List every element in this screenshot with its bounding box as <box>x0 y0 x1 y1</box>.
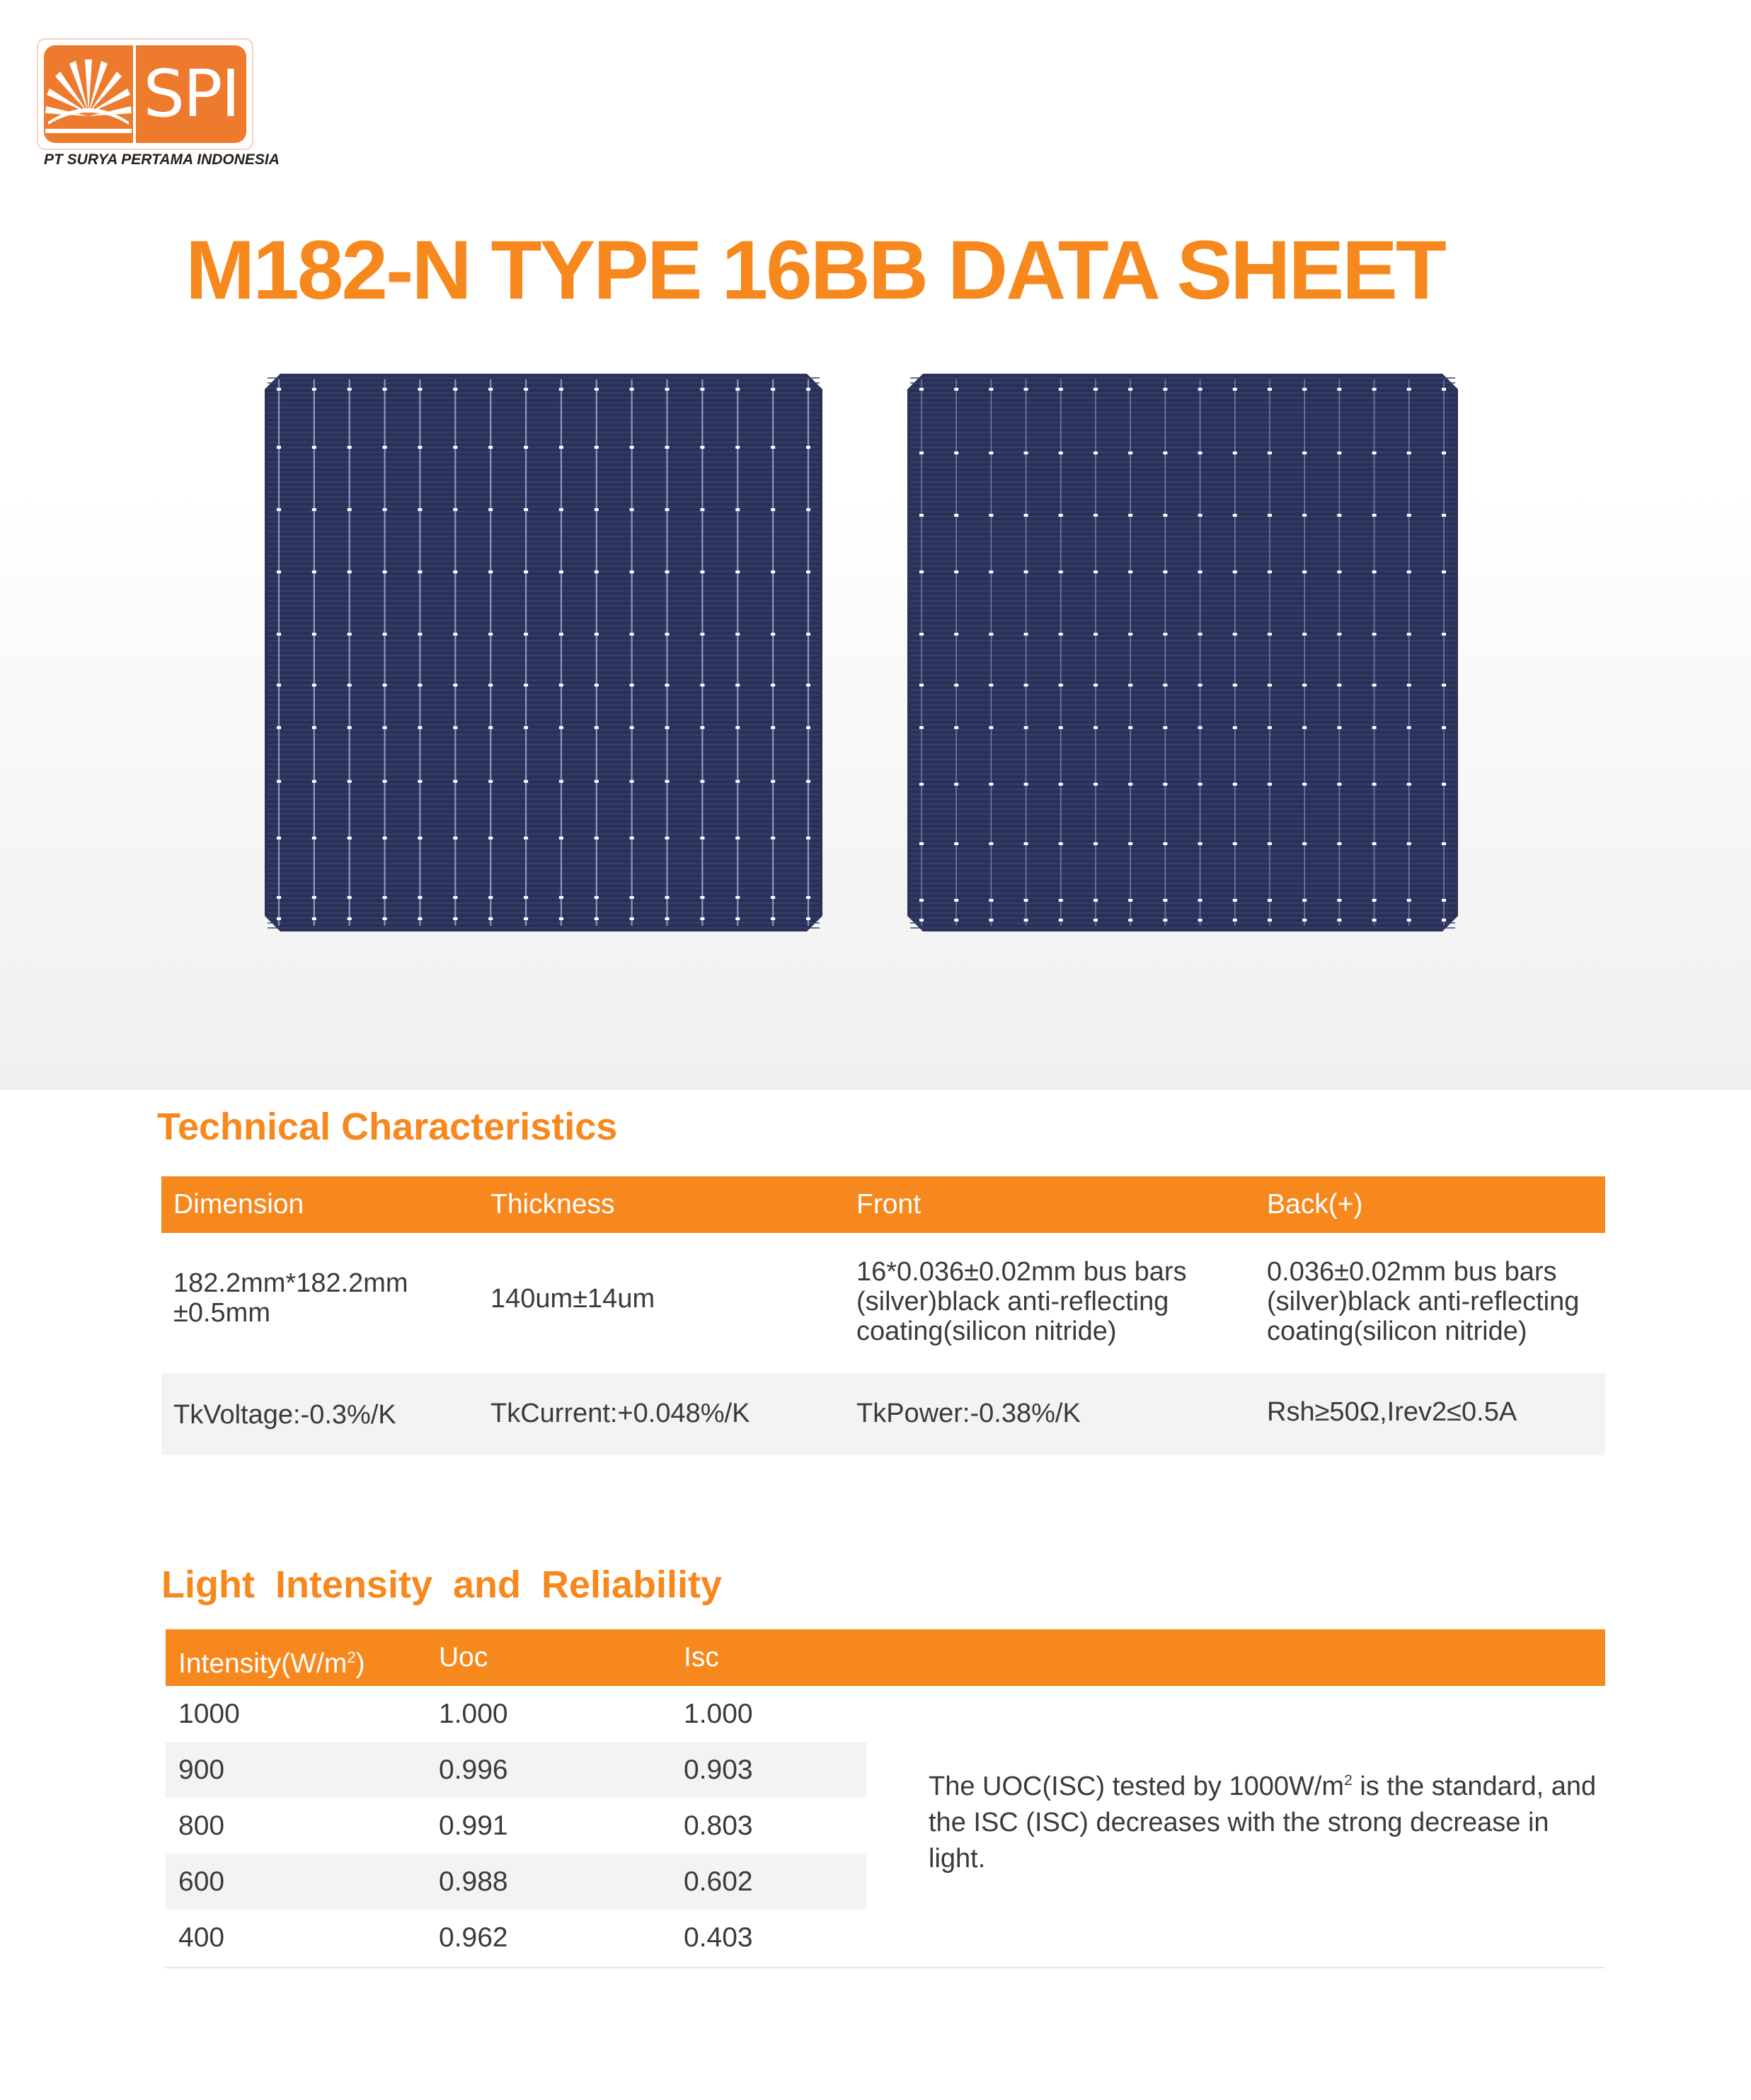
intensity-value: 1000 <box>178 1699 240 1729</box>
note-prefix: The UOC(ISC) tested by 1000W/m <box>929 1772 1345 1801</box>
dimension-value: 182.2mm*182.2mm ±0.5mm <box>173 1268 408 1328</box>
note-suffix: is the standard, and the ISC (ISC) decreases with the strong decrease in light. <box>929 1772 1597 1874</box>
thickness-value: 140um±14um <box>490 1284 655 1314</box>
page-title: M182-N TYPE 16BB DATA SHEET <box>185 224 1445 317</box>
header-dimension: Dimension <box>173 1189 304 1220</box>
light-header-row <box>166 1629 1605 1686</box>
header-back: Back(+) <box>1267 1189 1363 1220</box>
back-value: 0.036±0.02mm bus bars (silver)black anti-reflecting coating(silicon nitride) <box>1267 1257 1580 1346</box>
technical-table <box>161 1176 1605 1455</box>
uoc-value: 0.991 <box>439 1811 508 1841</box>
sun-icon <box>44 45 133 143</box>
light-note <box>929 1762 1608 1877</box>
table-row <box>166 1742 866 1798</box>
uoc-value: 1.000 <box>439 1699 508 1729</box>
tk-power: TkPower:-0.38%/K <box>856 1399 1081 1428</box>
isc-value: 0.602 <box>684 1866 753 1897</box>
technical-heading: Technical Characteristics <box>157 1106 618 1148</box>
table-row <box>166 1798 866 1854</box>
tk-current: TkCurrent:+0.048%/K <box>490 1399 750 1428</box>
header-isc: Isc <box>684 1642 719 1672</box>
logo-caption: PT SURYA PERTAMA INDONESIA <box>44 151 280 168</box>
intensity-value: 400 <box>178 1922 225 1953</box>
solar-cell-front-image <box>265 374 822 931</box>
uoc-value: 0.962 <box>439 1922 508 1953</box>
header-thickness: Thickness <box>490 1189 615 1220</box>
isc-value: 0.903 <box>684 1755 753 1785</box>
rsh-irev: Rsh≥50Ω,Irev2≤0.5A <box>1267 1397 1517 1427</box>
header-intensity-prefix: Intensity(W/m <box>178 1648 348 1679</box>
table-row <box>166 1686 866 1742</box>
table-row <box>166 1910 866 1966</box>
solar-cell-back-image <box>907 374 1458 931</box>
isc-value: 0.803 <box>684 1811 753 1841</box>
isc-value: 0.403 <box>684 1922 753 1953</box>
header-intensity <box>178 1629 365 1692</box>
table-divider <box>166 1967 1605 1968</box>
table-row <box>161 1373 1605 1455</box>
uoc-value: 0.988 <box>439 1866 508 1897</box>
front-value: 16*0.036±0.02mm bus bars (silver)black anti-reflecting coating(silicon nitride) <box>856 1257 1187 1346</box>
technical-header-row <box>161 1176 1605 1233</box>
light-heading: Light Intensity and Reliability <box>161 1563 723 1606</box>
intensity-value: 600 <box>178 1866 225 1897</box>
logo-text: SPI <box>136 45 246 143</box>
header-intensity-sup: 2 <box>347 1648 356 1666</box>
isc-value: 1.000 <box>684 1699 753 1729</box>
intensity-value: 800 <box>178 1811 225 1841</box>
header-front: Front <box>856 1189 922 1220</box>
header-intensity-suffix: ) <box>355 1648 365 1679</box>
tk-voltage: TkVoltage:-0.3%/K <box>173 1400 396 1430</box>
table-row <box>166 1854 866 1910</box>
intensity-value: 900 <box>178 1755 225 1785</box>
uoc-value: 0.996 <box>439 1755 508 1785</box>
company-logo <box>37 38 253 150</box>
table-row <box>161 1233 1605 1373</box>
note-sup: 2 <box>1344 1772 1353 1789</box>
header-uoc: Uoc <box>439 1642 488 1672</box>
